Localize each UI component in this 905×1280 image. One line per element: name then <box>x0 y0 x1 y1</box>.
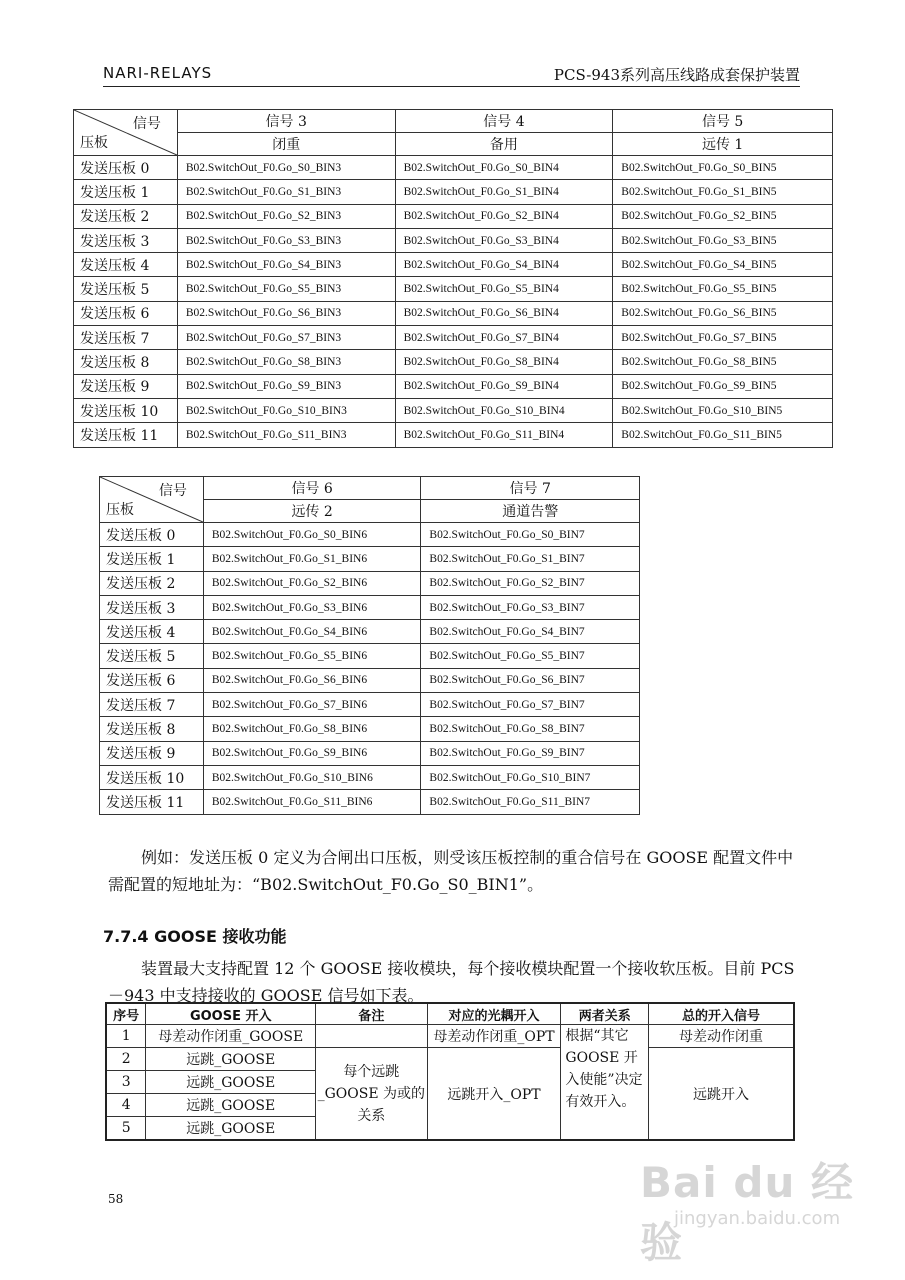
address-cell: B02.SwitchOut_F0.Go_S5_BIN7 <box>421 644 640 668</box>
watermark-logo: Bai du 经验 <box>640 1158 854 1267</box>
row-label: 发送压板 8 <box>100 717 204 741</box>
address-cell: B02.SwitchOut_F0.Go_S8_BIN6 <box>203 717 421 741</box>
address-cell: B02.SwitchOut_F0.Go_S2_BIN3 <box>177 204 395 228</box>
table-row <box>74 301 833 325</box>
row-label: 发送压板 10 <box>100 765 204 789</box>
address-cell: B02.SwitchOut_F0.Go_S3_BIN7 <box>421 595 640 619</box>
watermark <box>640 1150 880 1267</box>
row-label: 发送压板 1 <box>74 180 178 204</box>
row-label: 发送压板 4 <box>74 253 178 277</box>
address-cell: B02.SwitchOut_F0.Go_S11_BIN5 <box>613 423 833 447</box>
send-plate-table-2 <box>99 476 640 815</box>
table-row <box>100 523 640 547</box>
address-cell: B02.SwitchOut_F0.Go_S1_BIN6 <box>203 547 421 571</box>
column-signal-header: 信号 5 <box>613 110 833 133</box>
address-cell: B02.SwitchOut_F0.Go_S8_BIN4 <box>395 350 613 374</box>
column-name-header: 远传 2 <box>203 500 421 523</box>
table-row <box>100 741 640 765</box>
table-row <box>74 156 833 180</box>
watermark-url: jingyan.baidu.com <box>674 1208 841 1229</box>
goose-input-cell: 远跳_GOOSE <box>146 1094 316 1117</box>
header-goose-input: GOOSE 开入 <box>146 1003 316 1025</box>
address-cell: B02.SwitchOut_F0.Go_S4_BIN7 <box>421 620 640 644</box>
jump-total-cell: 远跳开入 <box>649 1048 794 1141</box>
address-cell: B02.SwitchOut_F0.Go_S8_BIN5 <box>613 350 833 374</box>
address-cell: B02.SwitchOut_F0.Go_S2_BIN6 <box>203 571 421 595</box>
table-row <box>74 374 833 398</box>
address-cell: B02.SwitchOut_F0.Go_S7_BIN6 <box>203 693 421 717</box>
header-remark: 备注 <box>316 1003 427 1025</box>
row-label: 发送压板 2 <box>74 204 178 228</box>
header-document-title: PCS-943系列高压线路成套保护装置 <box>553 66 800 84</box>
row-label: 发送压板 8 <box>74 350 178 374</box>
column-signal-header: 信号 4 <box>395 110 613 133</box>
address-cell: B02.SwitchOut_F0.Go_S0_BIN5 <box>613 156 833 180</box>
section-heading: 7.7.4 GOOSE 接收功能 <box>103 927 287 946</box>
section-paragraph: 装置最大支持配置 12 个 GOOSE 接收模块，每个接收模块配置一个接收软压板。目前 PCS－943 中支持接收的 GOOSE 信号如下表。 <box>108 959 795 1005</box>
row-label: 发送压板 0 <box>74 156 178 180</box>
address-cell: B02.SwitchOut_F0.Go_S9_BIN5 <box>613 374 833 398</box>
table-row <box>100 668 640 692</box>
table-row <box>100 595 640 619</box>
address-cell: B02.SwitchOut_F0.Go_S3_BIN3 <box>177 228 395 252</box>
table-corner-cell <box>74 110 178 156</box>
address-cell: B02.SwitchOut_F0.Go_S9_BIN4 <box>395 374 613 398</box>
row-label: 发送压板 7 <box>100 693 204 717</box>
address-cell: B02.SwitchOut_F0.Go_S10_BIN3 <box>177 398 395 422</box>
example-paragraph: 例如：发送压板 0 定义为合闸出口压板，则受该压板控制的重合信号在 GOOSE 配置文件中需配置的短地址为：“B02.SwitchOut_F0.Go_S0_BIN1”。 <box>108 848 794 894</box>
corner-label-plate: 压板 <box>80 135 108 151</box>
column-signal-header: 信号 7 <box>421 477 640 500</box>
row-label: 发送压板 11 <box>74 423 178 447</box>
table-row <box>74 326 833 350</box>
row-label: 发送压板 7 <box>74 326 178 350</box>
table-row <box>74 253 833 277</box>
address-cell: B02.SwitchOut_F0.Go_S10_BIN4 <box>395 398 613 422</box>
row-label: 发送压板 4 <box>100 620 204 644</box>
address-cell: B02.SwitchOut_F0.Go_S6_BIN4 <box>395 301 613 325</box>
goose-input-cell: 远跳_GOOSE <box>146 1071 316 1094</box>
address-cell: B02.SwitchOut_F0.Go_S2_BIN5 <box>613 204 833 228</box>
address-cell: B02.SwitchOut_F0.Go_S10_BIN5 <box>613 398 833 422</box>
optical-input-cell: 母差动作闭重_OPT <box>427 1025 561 1048</box>
address-cell: B02.SwitchOut_F0.Go_S4_BIN4 <box>395 253 613 277</box>
address-cell: B02.SwitchOut_F0.Go_S7_BIN4 <box>395 326 613 350</box>
header-relation: 两者关系 <box>561 1003 649 1025</box>
address-cell: B02.SwitchOut_F0.Go_S4_BIN3 <box>177 253 395 277</box>
table-row <box>100 717 640 741</box>
address-cell: B02.SwitchOut_F0.Go_S1_BIN3 <box>177 180 395 204</box>
address-cell: B02.SwitchOut_F0.Go_S4_BIN6 <box>203 620 421 644</box>
column-name-header: 备用 <box>395 133 613 156</box>
relation-cell: 根据“其它 GOOSE 开入使能”决定有效开入。 <box>561 1025 649 1141</box>
header-index: 序号 <box>106 1003 146 1025</box>
address-cell: B02.SwitchOut_F0.Go_S1_BIN4 <box>395 180 613 204</box>
header-total-input: 总的开入信号 <box>649 1003 794 1025</box>
address-cell: B02.SwitchOut_F0.Go_S10_BIN7 <box>421 765 640 789</box>
table-row <box>74 277 833 301</box>
row-label: 发送压板 6 <box>74 301 178 325</box>
row-index: 2 <box>106 1048 146 1071</box>
table-body <box>74 156 833 448</box>
row-label: 发送压板 10 <box>74 398 178 422</box>
column-name-header: 通道告警 <box>421 500 640 523</box>
address-cell: B02.SwitchOut_F0.Go_S3_BIN4 <box>395 228 613 252</box>
address-cell: B02.SwitchOut_F0.Go_S6_BIN5 <box>613 301 833 325</box>
address-cell: B02.SwitchOut_F0.Go_S1_BIN5 <box>613 180 833 204</box>
row-label: 发送压板 9 <box>74 374 178 398</box>
address-cell: B02.SwitchOut_F0.Go_S0_BIN4 <box>395 156 613 180</box>
table-row <box>74 228 833 252</box>
goose-receive-table <box>105 1002 795 1141</box>
address-cell: B02.SwitchOut_F0.Go_S0_BIN7 <box>421 523 640 547</box>
address-cell: B02.SwitchOut_F0.Go_S11_BIN7 <box>421 790 640 814</box>
row-label: 发送压板 6 <box>100 668 204 692</box>
header-optical-input: 对应的光耦开入 <box>427 1003 561 1025</box>
table-row <box>74 398 833 422</box>
row-label: 发送压板 1 <box>100 547 204 571</box>
address-cell: B02.SwitchOut_F0.Go_S7_BIN7 <box>421 693 640 717</box>
address-cell: B02.SwitchOut_F0.Go_S6_BIN6 <box>203 668 421 692</box>
row-label: 发送压板 0 <box>100 523 204 547</box>
row-index: 5 <box>106 1117 146 1141</box>
address-cell: B02.SwitchOut_F0.Go_S9_BIN7 <box>421 741 640 765</box>
address-cell: B02.SwitchOut_F0.Go_S5_BIN4 <box>395 277 613 301</box>
address-cell: B02.SwitchOut_F0.Go_S2_BIN4 <box>395 204 613 228</box>
table-row <box>100 693 640 717</box>
table-row <box>100 571 640 595</box>
row-index: 4 <box>106 1094 146 1117</box>
address-cell: B02.SwitchOut_F0.Go_S10_BIN6 <box>203 765 421 789</box>
corner-label-signal: 信号 <box>158 483 187 499</box>
address-cell: B02.SwitchOut_F0.Go_S9_BIN3 <box>177 374 395 398</box>
goose-input-cell: 母差动作闭重_GOOSE <box>146 1025 316 1048</box>
address-cell: B02.SwitchOut_F0.Go_S5_BIN6 <box>203 644 421 668</box>
address-cell: B02.SwitchOut_F0.Go_S7_BIN3 <box>177 326 395 350</box>
remark-cell <box>316 1025 427 1048</box>
jump-remark-cell: 每个远跳_GOOSE 为或的关系 <box>316 1048 427 1141</box>
total-input-cell: 母差动作闭重 <box>649 1025 794 1048</box>
address-cell: B02.SwitchOut_F0.Go_S11_BIN4 <box>395 423 613 447</box>
table-row <box>74 423 833 447</box>
row-index: 3 <box>106 1071 146 1094</box>
row-label: 发送压板 5 <box>100 644 204 668</box>
address-cell: B02.SwitchOut_F0.Go_S0_BIN3 <box>177 156 395 180</box>
address-cell: B02.SwitchOut_F0.Go_S9_BIN6 <box>203 741 421 765</box>
address-cell: B02.SwitchOut_F0.Go_S4_BIN5 <box>613 253 833 277</box>
address-cell: B02.SwitchOut_F0.Go_S11_BIN3 <box>177 423 395 447</box>
column-name-header: 远传 1 <box>613 133 833 156</box>
address-cell: B02.SwitchOut_F0.Go_S8_BIN7 <box>421 717 640 741</box>
corner-label-signal: 信号 <box>132 116 161 132</box>
row-label: 发送压板 2 <box>100 571 204 595</box>
send-plate-table-1 <box>73 109 833 448</box>
table-row <box>100 765 640 789</box>
table-row <box>100 620 640 644</box>
table-row <box>74 350 833 374</box>
address-cell: B02.SwitchOut_F0.Go_S6_BIN7 <box>421 668 640 692</box>
table-row <box>100 547 640 571</box>
address-cell: B02.SwitchOut_F0.Go_S2_BIN7 <box>421 571 640 595</box>
row-label: 发送压板 5 <box>74 277 178 301</box>
table-body <box>100 523 640 815</box>
page-number: 58 <box>108 1192 124 1206</box>
table-row <box>74 204 833 228</box>
column-signal-header: 信号 3 <box>177 110 395 133</box>
row-label: 发送压板 3 <box>100 595 204 619</box>
address-cell: B02.SwitchOut_F0.Go_S11_BIN6 <box>203 790 421 814</box>
table-row <box>100 644 640 668</box>
column-signal-header: 信号 6 <box>203 477 421 500</box>
jump-optical-cell: 远跳开入_OPT <box>427 1048 561 1141</box>
address-cell: B02.SwitchOut_F0.Go_S0_BIN6 <box>203 523 421 547</box>
address-cell: B02.SwitchOut_F0.Go_S7_BIN5 <box>613 326 833 350</box>
row-label: 发送压板 9 <box>100 741 204 765</box>
address-cell: B02.SwitchOut_F0.Go_S5_BIN3 <box>177 277 395 301</box>
goose-input-cell: 远跳_GOOSE <box>146 1048 316 1071</box>
row-label: 发送压板 3 <box>74 228 178 252</box>
address-cell: B02.SwitchOut_F0.Go_S3_BIN6 <box>203 595 421 619</box>
header-brand: NARI-RELAYS <box>103 64 213 82</box>
address-cell: B02.SwitchOut_F0.Go_S6_BIN3 <box>177 301 395 325</box>
row-index: 1 <box>106 1025 146 1048</box>
goose-input-cell: 远跳_GOOSE <box>146 1117 316 1141</box>
header-divider <box>103 86 800 87</box>
row-label: 发送压板 11 <box>100 790 204 814</box>
table-row <box>100 790 640 814</box>
address-cell: B02.SwitchOut_F0.Go_S8_BIN3 <box>177 350 395 374</box>
table-corner-cell <box>100 477 204 523</box>
column-name-header: 闭重 <box>177 133 395 156</box>
address-cell: B02.SwitchOut_F0.Go_S3_BIN5 <box>613 228 833 252</box>
corner-label-plate: 压板 <box>106 502 134 518</box>
table-row <box>74 180 833 204</box>
address-cell: B02.SwitchOut_F0.Go_S5_BIN5 <box>613 277 833 301</box>
address-cell: B02.SwitchOut_F0.Go_S1_BIN7 <box>421 547 640 571</box>
